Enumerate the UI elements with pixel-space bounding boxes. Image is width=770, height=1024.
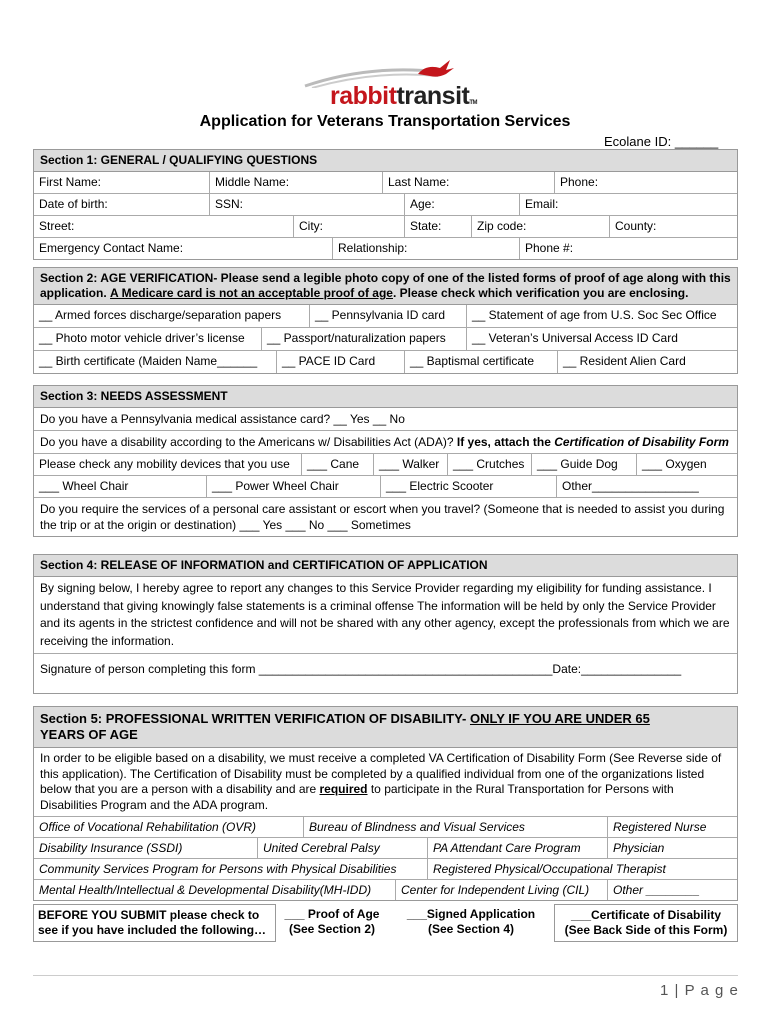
mobility-electric-scooter[interactable]: ___ Electric Scooter (381, 476, 557, 497)
certificate-label: ___Certificate of Disability (570, 908, 722, 922)
ecolane-id-field[interactable]: Ecolane ID: ______ (604, 134, 719, 149)
middle-name-field[interactable]: Middle Name: (210, 172, 383, 193)
medicare-warning: A Medicare card is not an acceptable proof of age (110, 286, 393, 300)
zip-field[interactable]: Zip code: (472, 216, 610, 237)
rabbittransit-logo (300, 58, 480, 110)
mobility-wheel-chair[interactable]: ___ Wheel Chair (34, 476, 207, 497)
emergency-phone-field[interactable]: Phone #: (525, 241, 574, 255)
opt-birth-certificate[interactable]: __ Birth certificate (Maiden Name______ (34, 351, 277, 373)
county-field[interactable]: County: (615, 219, 657, 233)
section-2 (33, 267, 738, 374)
first-name-field[interactable]: First Name: (34, 172, 210, 193)
checklist-lead-line-2: see if you have included the following… (38, 923, 267, 937)
submit-checklist (33, 904, 738, 942)
section-4-header: Section 4: RELEASE OF INFORMATION and CERTIFICATION OF APPLICATION (34, 555, 737, 577)
section-2-instructions: send a legible photo copy of one of the listed forms of proof of age along with this application. (40, 271, 731, 300)
mobility-cane[interactable]: ___ Cane (302, 454, 374, 475)
proof-of-age-label: ___ Proof of Age (284, 907, 380, 921)
last-name-field[interactable]: Last Name: (383, 172, 555, 193)
proof-of-age-ref: (See Section 2) (288, 922, 376, 936)
org-cil: Center for Independent Living (CIL) (396, 880, 608, 900)
section-5-body (34, 748, 737, 817)
ada-question-bold: If yes, attach the (456, 435, 555, 449)
ada-question-form-name: Certification of Disability Form (554, 435, 729, 449)
checklist-lead (33, 904, 276, 942)
age-field[interactable]: Age: (405, 194, 520, 215)
opt-resident-alien[interactable]: __ Resident Alien Card (563, 354, 686, 368)
section-5-body-end: to participate in the Rural Transportation for Persons with Disabilities Program and the ADA program. (40, 782, 674, 812)
section-5-header (34, 707, 737, 748)
mobility-walker[interactable]: ___ Walker (374, 454, 448, 475)
section-5 (33, 706, 738, 901)
mobility-question (34, 454, 302, 475)
email-field[interactable]: Email: (525, 197, 559, 211)
mobility-question-label: Please check any mobility devices that you use (39, 457, 290, 471)
escort-question[interactable]: Do you require the services of a personal care assistant or escort when you travel? (Someone that is needed to assist you during the trip or at the origin or destination) ___ Yes ___ No ___ Sometimes (40, 502, 725, 532)
ada-question-text: Do you have a disability according to the Americans w/ Disabilities Act (ADA)? (40, 435, 457, 449)
logo-text-dark: transit (396, 82, 470, 110)
org-ovr: Office of Vocational Rehabilitation (OVR) (34, 817, 304, 837)
org-therapist: Registered Physical/Occupational Therapist (433, 862, 666, 876)
org-blindness-services: Bureau of Blindness and Visual Services (304, 817, 608, 837)
street-field[interactable]: Street: (34, 216, 294, 237)
opt-pa-id[interactable]: __ Pennsylvania ID card (310, 305, 467, 327)
signature-line[interactable]: Signature of person completing this form ____________________________________________Date:_______________ (40, 662, 682, 676)
required-word: required (319, 782, 368, 796)
org-cerebral-palsy: United Cerebral Palsy (258, 838, 428, 858)
mobility-oxygen[interactable]: ___ Oxygen (642, 457, 707, 471)
section-5-title-end: YEARS OF AGE (40, 727, 138, 742)
section-2-header (34, 268, 737, 305)
checklist-proof-of-age[interactable] (276, 904, 388, 942)
mobility-power-wheel-chair[interactable]: ___ Power Wheel Chair (207, 476, 381, 497)
opt-pace-id[interactable]: __ PACE ID Card (277, 351, 405, 373)
section-1-header: Section 1: GENERAL / QUALIFYING QUESTIONS (34, 150, 737, 172)
section-2-instructions-end: . Please check which verification you are enclosing. (392, 286, 689, 300)
section-5-age-condition: ONLY IF YOU ARE UNDER 65 (469, 711, 650, 726)
ssn-field[interactable]: SSN: (210, 194, 405, 215)
opt-drivers-license[interactable]: __ Photo motor vehicle driver’s license (34, 328, 262, 350)
section-4 (33, 554, 738, 694)
checklist-certificate[interactable] (554, 904, 738, 942)
opt-soc-sec-statement[interactable]: __ Statement of age from U.S. Soc Sec Office (472, 308, 717, 322)
phone-field[interactable]: Phone: (560, 175, 599, 189)
mobility-crutches[interactable]: ___ Crutches (448, 454, 532, 475)
emergency-contact-field[interactable]: Emergency Contact Name: (34, 238, 333, 259)
release-text: By signing below, I hereby agree to report any changes to this Service Provider regarding my eligibility for funding assistance. I understand that giving knowingly false statements is a criminal offense The information will be held by only the Service Provider and its agents in the strictest confidence and will not be shared with any other agency, except the professionals from which we are receiving the information. (34, 577, 737, 654)
opt-veteran-id[interactable]: __ Veteran’s Universal Access ID Card (472, 331, 678, 345)
mobility-other[interactable]: Other________________ (562, 479, 699, 493)
dob-field[interactable]: Date of birth: (34, 194, 210, 215)
org-other[interactable]: Other ________ (613, 883, 700, 897)
city-field[interactable]: City: (294, 216, 405, 237)
section-3 (33, 385, 738, 537)
certificate-ref: (See Back Side of this Form) (564, 923, 728, 937)
relationship-field[interactable]: Relationship: (333, 238, 520, 259)
section-1 (33, 149, 738, 260)
ada-question[interactable] (34, 431, 737, 454)
org-physician: Physician (613, 841, 665, 855)
org-ssdi: Disability Insurance (SSDI) (34, 838, 258, 858)
signed-application-label: ___Signed Application (406, 907, 536, 921)
state-field[interactable]: State: (405, 216, 472, 237)
medical-assistance-question[interactable]: Do you have a Pennsylvania medical assistance card? __ Yes __ No (34, 408, 737, 431)
org-attendant-care: PA Attendant Care Program (428, 838, 608, 858)
logo-text-red: rabbit (330, 82, 397, 110)
checklist-signed-application[interactable] (388, 904, 554, 942)
section-5-title: Section 5: PROFESSIONAL WRITTEN VERIFICATION OF DISABILITY- (40, 711, 470, 726)
logo-trademark: TM (469, 100, 478, 106)
section-5-body-start: In order to be eligible based on a disability, we must receive a completed VA Certification of Disability Form (See Reverse side of this application). The Certification of Disability must be completed by a qualified individual from one of the organizations listed below that you are a person with a disability and are (40, 751, 722, 796)
section-2-title: Section 2: AGE VERIFICATION- Please (40, 271, 259, 285)
org-mh-idd: Mental Health/Intellectual & Developmental Disability(MH-IDD) (34, 880, 396, 900)
org-registered-nurse: Registered Nurse (613, 820, 707, 834)
opt-armed-forces[interactable]: __ Armed forces discharge/separation papers (34, 305, 310, 327)
opt-baptismal[interactable]: __ Baptismal certificate (405, 351, 558, 373)
page-title: Application for Veterans Transportation Services (199, 113, 571, 130)
checklist-lead-line-1: BEFORE YOU SUBMIT please check to (38, 908, 260, 922)
footer-divider (33, 975, 738, 976)
signed-application-ref: (See Section 4) (427, 922, 515, 936)
section-3-header: Section 3: NEEDS ASSESSMENT (34, 386, 737, 408)
page-number: 1 | P a g e (660, 982, 739, 999)
opt-passport[interactable]: __ Passport/naturalization papers (262, 328, 467, 350)
org-community-services: Community Services Program for Persons with Physical Disabilities (34, 859, 428, 879)
mobility-guide-dog[interactable]: ___ Guide Dog (532, 454, 637, 475)
